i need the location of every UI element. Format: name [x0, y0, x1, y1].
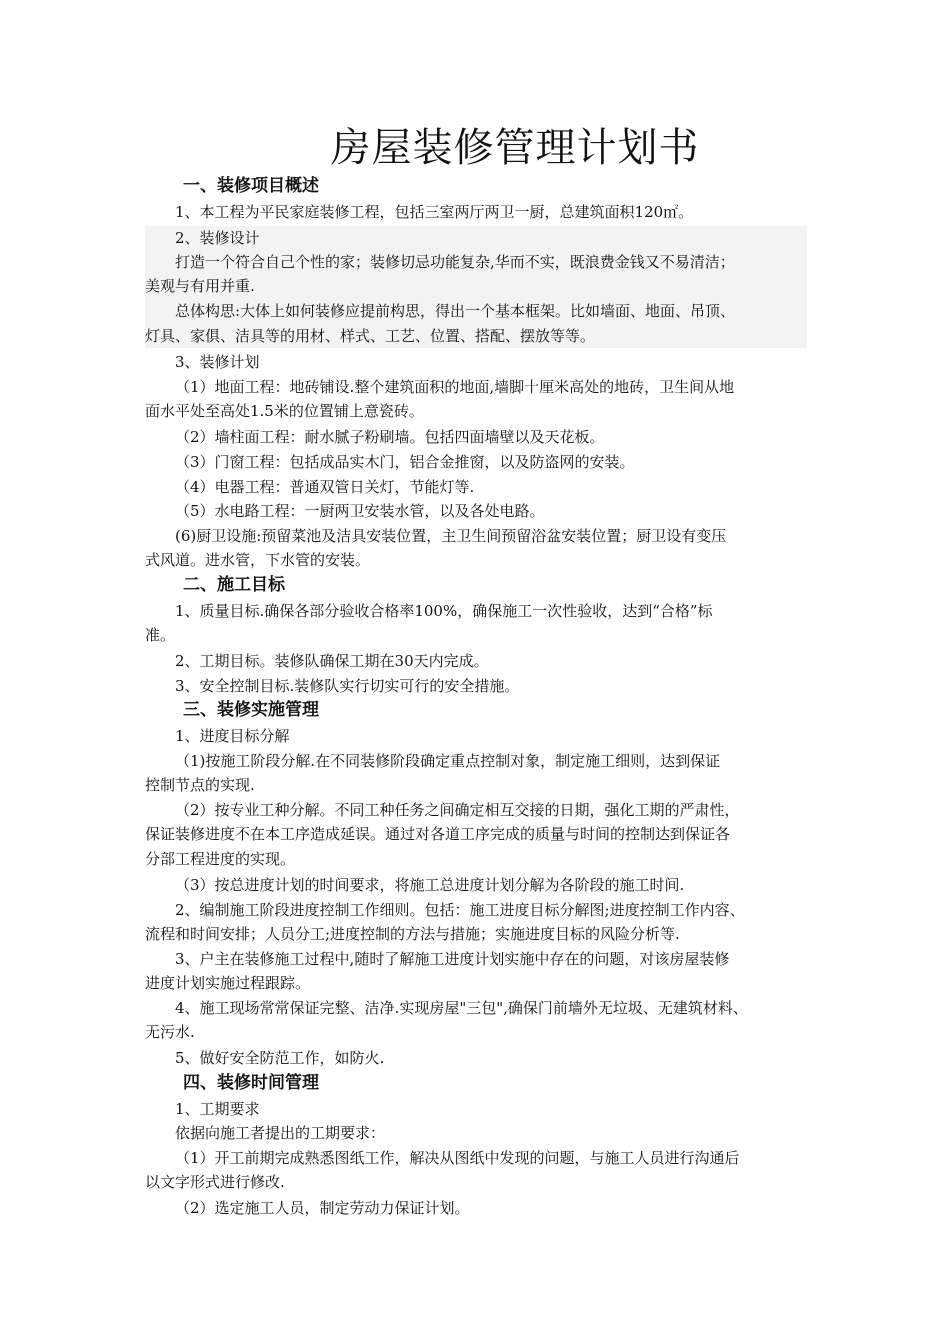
paragraph-line: （2）按专业工种分解。不同工种任务之间确定相互交接的日期，强化工期的严肃性，: [175, 801, 740, 819]
paragraph-line: 1、本工程为平民家庭装修工程，包括三室两厅两卫一厨，总建筑面积120㎡。: [175, 203, 694, 221]
paragraph-line: （1）开工前期完成熟悉图纸工作，解决从图纸中发现的问题，与施工人员进行沟通后: [175, 1149, 740, 1167]
paragraph-line: 2、工期目标。装修队确保工期在30天内完成。: [175, 652, 489, 670]
paragraph-line: 2、编制施工阶段进度控制工作细则。包括：施工进度目标分解图;进度控制工作内容、: [175, 901, 745, 919]
paragraph-line: 保证装修进度不在本工序造成延误。通过对各道工序完成的质量与时间的控制达到保证各: [145, 825, 731, 843]
paragraph-line: （1)按施工阶段分解.在不同装修阶段确定重点控制对象，制定施工细则，达到保证: [175, 752, 721, 770]
paragraph-line: 1、进度目标分解: [175, 727, 290, 745]
paragraph-line: 3、装修计划: [175, 353, 260, 371]
paragraph-line: 灯具、家俱、洁具等的用材、样式、工艺、位置、搭配、摆放等等。: [145, 327, 596, 345]
paragraph-line: 打造一个符合自己个性的家；装修切忌功能复杂,华而不实，既浪费金钱又不易清洁；: [175, 253, 735, 271]
paragraph-line: 式风道。进水管，下水管的安装。: [145, 551, 371, 569]
paragraph-line: 总体构思:大体上如何装修应提前构思，得出一个基本框架。比如墙面、地面、吊顶、: [175, 302, 736, 320]
paragraph-line: 1、质量目标.确保各部分验收合格率100%，确保施工一次性验收，达到“合格”标: [175, 602, 713, 620]
section-heading: 二、施工目标: [183, 575, 285, 595]
section-heading: 一、装修项目概述: [183, 176, 319, 196]
paragraph-line: （1）地面工程：地砖铺设.整个建筑面积的地面,墙脚十厘米高处的地砖，卫生间从地: [175, 378, 735, 396]
paragraph-line: 美观与有用并重.: [145, 277, 255, 295]
paragraph-line: 流程和时间安排；人员分工;进度控制的方法与措施；实施进度目标的风险分析等.: [145, 925, 680, 943]
document-title: 房屋装修管理计划书: [330, 125, 700, 171]
paragraph-line: 进度计划实施过程跟踪。: [145, 974, 311, 992]
paragraph-line: 以文字形式进行修改.: [145, 1173, 285, 1191]
paragraph-line: 5、做好安全防范工作，如防火.: [175, 1049, 385, 1067]
paragraph-line: 依据向施工者提出的工期要求：: [175, 1124, 386, 1142]
section-heading: 三、装修实施管理: [183, 700, 319, 720]
paragraph-line: 无污水.: [145, 1023, 195, 1041]
paragraph-line: 3、户主在装修施工过程中,随时了解施工进度计划实施中存在的问题，对该房屋装修: [175, 950, 730, 968]
paragraph-line: 3、安全控制目标.装修队实行切实可行的安全措施。: [175, 677, 520, 695]
paragraph-line: 4、施工现场常常保证完整、洁净.实现房屋"三包",确保门前墙外无垃圾、无建筑材料、: [175, 999, 748, 1017]
paragraph-line: (6)厨卫设施:预留菜池及洁具安装位置，主卫生间预留浴盆安装位置；厨卫设有变压: [175, 527, 727, 545]
paragraph-line: 控制节点的实现.: [145, 776, 255, 794]
paragraph-line: 分部工程进度的实现。: [145, 850, 296, 868]
paragraph-line: （3）按总进度计划的时间要求，将施工总进度计划分解为各阶段的施工时间.: [175, 876, 685, 894]
section-heading: 四、装修时间管理: [183, 1073, 319, 1093]
paragraph-line: （4）电器工程：普通双管日关灯，节能灯等.: [175, 478, 475, 496]
paragraph-line: 准。: [145, 626, 176, 644]
paragraph-line: 面水平处至高处1.5米的位置铺上意瓷砖。: [145, 402, 424, 420]
paragraph-line: （2）墙柱面工程：耐水腻子粉刷墙。包括四面墙壁以及天花板。: [175, 428, 605, 446]
paragraph-line: （5）水电路工程：一厨两卫安装水管，以及各处电路。: [175, 502, 545, 520]
paragraph-line: 2、装修设计: [175, 229, 260, 247]
paragraph-line: （2）选定施工人员，制定劳动力保证计划。: [175, 1199, 470, 1217]
paragraph-line: 1、工期要求: [175, 1100, 260, 1118]
paragraph-line: （3）门窗工程：包括成品实木门，铝合金推窗，以及防盗网的安装。: [175, 453, 635, 471]
